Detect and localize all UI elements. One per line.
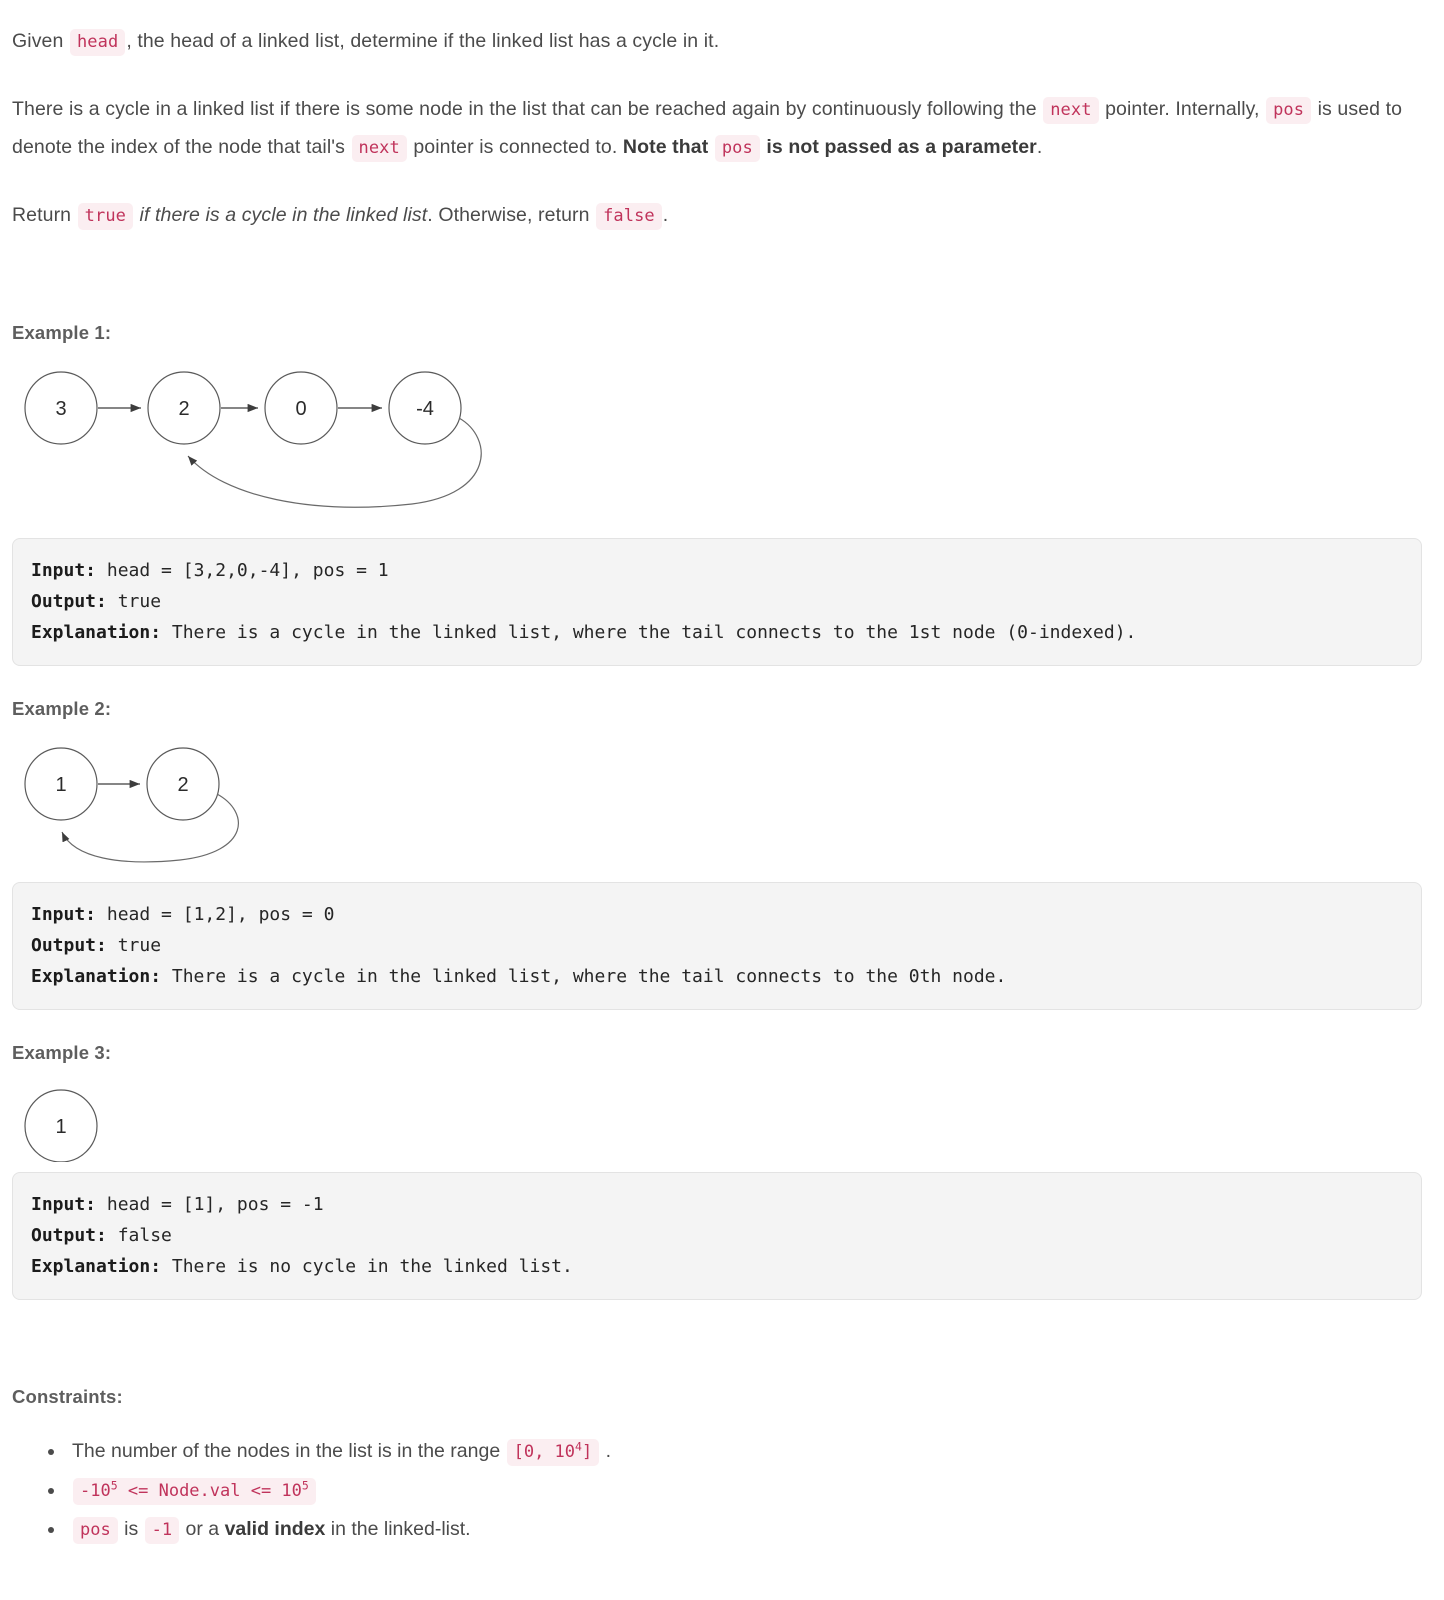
spacer: [12, 524, 1422, 538]
problem-statement: [12, 22, 1422, 234]
spacer: [12, 346, 1422, 364]
node-label: -4: [416, 398, 434, 420]
example-3-diagram: [12, 1084, 1422, 1162]
spacer: [12, 1300, 1422, 1384]
inline-code: -1: [145, 1517, 179, 1544]
output-value: false: [106, 1225, 172, 1246]
constraint-item: The number of the nodes in the list is in the range [0, $10^4$] .: [48, 1432, 1422, 1470]
inline-code: next: [1043, 97, 1098, 124]
paragraph-intro: Given head , the head of a linked list, determine if the linked list has a cycle in it.: [12, 22, 1422, 60]
constraint-item: [48, 1471, 1422, 1509]
input-label: Input:: [31, 904, 97, 925]
paragraph-cycle-definition: There is a cycle in a linked list if there is some node in the list that can be reached again by continuously following the next pointer. Internally, pos is used to denote the index of the node that tail's next pointer is connected to. Note that pos is not passed as a parameter.: [12, 90, 1422, 166]
constraint-item: pos is -1 or a valid index in the linked-list.: [48, 1510, 1422, 1548]
input-value: head = [1,2], pos = 0: [96, 904, 335, 925]
inline-code: head: [70, 29, 125, 56]
inline-code: false: [596, 203, 662, 230]
bold-text: is not passed as a parameter: [760, 136, 1037, 158]
example-3-section: [12, 1040, 1422, 1300]
inline-code: next: [352, 135, 407, 162]
spacer: [12, 666, 1422, 696]
inline-code: pos: [73, 1517, 118, 1544]
spacer: [12, 260, 1422, 320]
italic-text: if there is a cycle in the linked list: [134, 204, 428, 226]
example-2-heading: Example 2:: [12, 698, 112, 719]
spacer: [12, 722, 1422, 740]
constraints-section: [12, 1384, 1422, 1548]
explanation-label: Explanation:: [31, 1256, 162, 1277]
linked-list-cycle-diagram-2: [12, 740, 332, 872]
explanation-value: There is no cycle in the linked list.: [161, 1256, 573, 1277]
constraints-list: [12, 1432, 1422, 1548]
explanation-label: Explanation:: [31, 966, 162, 987]
example-3-heading: Example 3:: [12, 1042, 112, 1063]
bold-text: Note that: [622, 136, 714, 158]
node-label: 0: [295, 398, 307, 420]
node-label: 1: [55, 1116, 67, 1138]
inline-code: pos: [1266, 97, 1311, 124]
spacer: [12, 1010, 1422, 1040]
output-label: Output:: [31, 935, 107, 956]
explanation-value: There is a cycle in the linked list, where the tail connects to the 1st node (0-indexed).: [161, 622, 1137, 643]
output-label: Output:: [31, 591, 107, 612]
inline-code: $-10^5$ <= Node.val <= $10^5$: [73, 1478, 316, 1505]
inline-code: [0, $10^4$]: [507, 1439, 600, 1466]
inline-code: true: [78, 203, 133, 230]
paragraph-return-value: Return true if there is a cycle in the linked list. Otherwise, return false .: [12, 196, 1422, 234]
example-1-code-block: [12, 538, 1422, 666]
bold-text: valid index: [224, 1518, 326, 1540]
example-2-code-block: [12, 882, 1422, 1010]
input-value: head = [1], pos = -1: [96, 1194, 324, 1215]
example-1-section: [12, 320, 1422, 666]
spacer: [12, 872, 1422, 882]
linked-list-single-node-diagram: [12, 1084, 212, 1162]
spacer: [12, 1162, 1422, 1172]
node-label: 2: [178, 398, 190, 420]
node-label: 1: [55, 774, 67, 796]
example-1-diagram: [12, 364, 1422, 524]
linked-list-cycle-diagram-1: [12, 364, 532, 524]
spacer: [12, 1066, 1422, 1084]
example-2-diagram: [12, 740, 1422, 872]
node-label: 3: [55, 398, 67, 420]
input-value: head = [3,2,0,-4], pos = 1: [96, 560, 389, 581]
example-2-section: [12, 696, 1422, 1010]
example-1-heading: Example 1:: [12, 322, 112, 343]
output-value: true: [106, 935, 162, 956]
inline-code: pos: [715, 135, 760, 162]
output-value: true: [106, 591, 162, 612]
explanation-label: Explanation:: [31, 622, 162, 643]
input-label: Input:: [31, 1194, 97, 1215]
example-3-code-block: [12, 1172, 1422, 1300]
input-label: Input:: [31, 560, 97, 581]
node-label: 2: [177, 774, 189, 796]
constraints-heading: Constraints:: [12, 1386, 123, 1407]
output-label: Output:: [31, 1225, 107, 1246]
explanation-value: There is a cycle in the linked list, where the tail connects to the 0th node.: [161, 966, 1007, 987]
